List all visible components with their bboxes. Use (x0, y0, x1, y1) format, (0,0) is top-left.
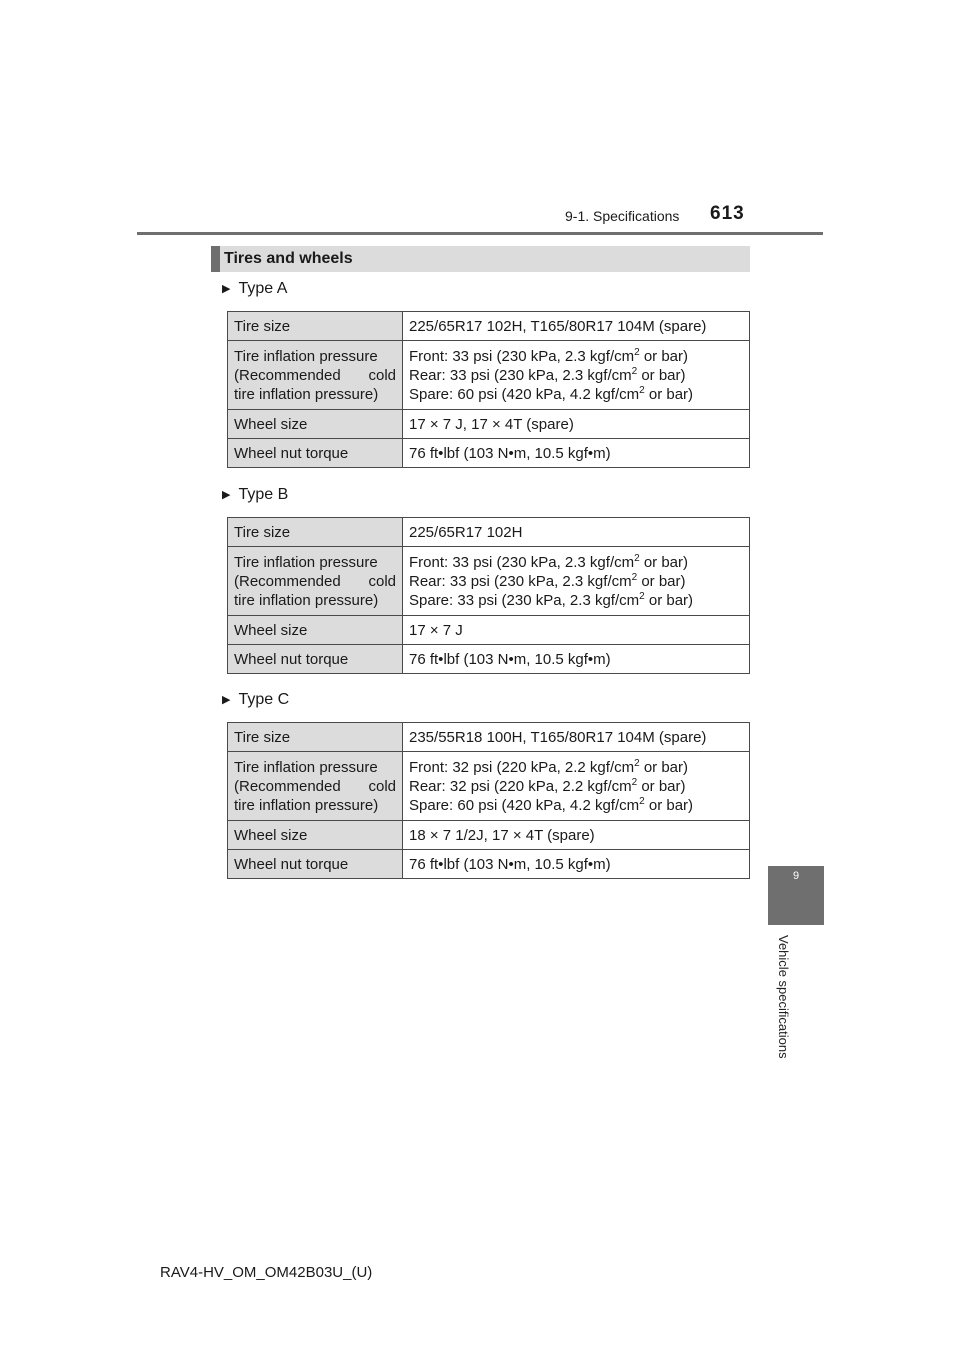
front-pressure-text: Front: 33 psi (230 kPa, 2.3 kgf/cm (409, 553, 635, 571)
pressure-label-line: Tire inflation pressure (234, 347, 378, 365)
type-a-label-text: Type A (238, 280, 288, 297)
type-b-label-text: Type B (238, 486, 289, 503)
header-section-title: 9-1. Specifications (565, 208, 680, 224)
pressure-value (403, 752, 750, 821)
front-pressure-sup: 2 (634, 346, 640, 358)
spare-pressure-suffix: or bar) (644, 591, 694, 609)
spare-pressure (409, 796, 743, 815)
pressure-label-line: (Recommended cold (234, 366, 396, 384)
nut-torque-value: 76 ft•lbf (103 N•m, 10.5 kgf•m) (403, 850, 750, 879)
chapter-tab-number: 9 (792, 870, 800, 882)
tire-size-value: 225/65R17 102H (403, 518, 750, 547)
rear-pressure-sup: 2 (631, 365, 638, 377)
rear-pressure-suffix: or bar) (637, 777, 686, 795)
front-pressure-suffix: or bar) (639, 347, 689, 365)
rear-pressure-text: Rear: 33 psi (230 kPa, 2.3 kgf/cm (409, 572, 632, 590)
rear-pressure (409, 572, 743, 591)
pressure-label-line: tire inflation pressure) (234, 385, 379, 403)
front-pressure (409, 553, 743, 572)
type-a-label (222, 280, 287, 298)
spec-table-type-b (227, 517, 750, 674)
tire-size-label: Tire size (228, 312, 403, 341)
triangle-right-icon: ▶ (222, 489, 231, 501)
tire-size-label: Tire size (228, 518, 403, 547)
tire-size-value: 235/55R18 100H, T165/80R17 104M (spare) (403, 723, 750, 752)
front-pressure-text: Front: 32 psi (220 kPa, 2.2 kgf/cm (409, 758, 635, 776)
wheel-size-value: 17 × 7 J, 17 × 4T (spare) (403, 410, 750, 439)
footer-document-code: RAV4-HV_OM_OM42B03U_(U) (160, 1264, 373, 1281)
front-pressure-suffix: or bar) (639, 758, 689, 776)
nut-torque-label: Wheel nut torque (228, 645, 403, 674)
front-pressure-text: Front: 33 psi (230 kPa, 2.3 kgf/cm (409, 347, 635, 365)
pressure-label (228, 547, 403, 616)
rear-pressure-suffix: or bar) (637, 366, 686, 384)
table-row (228, 645, 750, 674)
spare-pressure-text: Spare: 33 psi (230 kPa, 2.3 kgf/cm (409, 591, 640, 609)
spare-pressure-suffix: or bar) (644, 796, 694, 814)
pressure-value (403, 547, 750, 616)
table-row (228, 547, 750, 616)
front-pressure (409, 758, 743, 777)
header-rule (137, 232, 823, 235)
pressure-value (403, 341, 750, 410)
pressure-label (228, 752, 403, 821)
wheel-size-label: Wheel size (228, 616, 403, 645)
section-title: Tires and wheels (211, 246, 750, 272)
front-pressure-suffix: or bar) (639, 553, 689, 571)
table-row (228, 723, 750, 752)
table-row (228, 312, 750, 341)
table-row (228, 752, 750, 821)
pressure-label-line: tire inflation pressure) (234, 591, 379, 609)
spare-pressure (409, 385, 743, 404)
pressure-label-line: (Recommended cold (234, 777, 396, 795)
triangle-right-icon: ▶ (222, 694, 231, 706)
rear-pressure-sup: 2 (631, 571, 638, 583)
pressure-label-line: (Recommended cold (234, 572, 396, 590)
wheel-size-label: Wheel size (228, 410, 403, 439)
table-row (228, 518, 750, 547)
triangle-right-icon: ▶ (222, 283, 231, 295)
tire-size-label: Tire size (228, 723, 403, 752)
rear-pressure-suffix: or bar) (637, 572, 686, 590)
table-row (228, 410, 750, 439)
front-pressure (409, 347, 743, 366)
rear-pressure-sup: 2 (631, 776, 638, 788)
table-row (228, 850, 750, 879)
nut-torque-label: Wheel nut torque (228, 850, 403, 879)
spec-table-type-c (227, 722, 750, 879)
wheel-size-value: 17 × 7 J (403, 616, 750, 645)
spare-pressure-text: Spare: 60 psi (420 kPa, 4.2 kgf/cm (409, 385, 640, 403)
front-pressure-sup: 2 (634, 757, 640, 769)
nut-torque-label: Wheel nut torque (228, 439, 403, 468)
table-row (228, 821, 750, 850)
spare-pressure-suffix: or bar) (644, 385, 694, 403)
tire-size-value: 225/65R17 102H, T165/80R17 104M (spare) (403, 312, 750, 341)
spec-table-type-a (227, 311, 750, 468)
spare-pressure (409, 591, 743, 610)
table-row (228, 616, 750, 645)
spare-pressure-sup: 2 (639, 795, 645, 807)
nut-torque-value: 76 ft•lbf (103 N•m, 10.5 kgf•m) (403, 439, 750, 468)
wheel-size-label: Wheel size (228, 821, 403, 850)
table-row (228, 439, 750, 468)
spare-pressure-sup: 2 (639, 384, 645, 396)
page-number: 613 (710, 203, 745, 224)
pressure-label-line: Tire inflation pressure (234, 758, 378, 776)
front-pressure-sup: 2 (634, 552, 640, 564)
rear-pressure-text: Rear: 32 psi (220 kPa, 2.2 kgf/cm (409, 777, 632, 795)
wheel-size-value: 18 × 7 1/2J, 17 × 4T (spare) (403, 821, 750, 850)
pressure-label (228, 341, 403, 410)
type-c-label (222, 691, 289, 709)
nut-torque-value: 76 ft•lbf (103 N•m, 10.5 kgf•m) (403, 645, 750, 674)
rear-pressure (409, 777, 743, 796)
type-b-label (222, 486, 288, 504)
rear-pressure-text: Rear: 33 psi (230 kPa, 2.3 kgf/cm (409, 366, 632, 384)
type-c-label-text: Type C (238, 691, 290, 708)
pressure-label-line: tire inflation pressure) (234, 796, 379, 814)
spare-pressure-text: Spare: 60 psi (420 kPa, 4.2 kgf/cm (409, 796, 640, 814)
table-row (228, 341, 750, 410)
rear-pressure (409, 366, 743, 385)
chapter-tab-title: Vehicle specifications (776, 935, 791, 1059)
spare-pressure-sup: 2 (639, 590, 645, 602)
pressure-label-line: Tire inflation pressure (234, 553, 378, 571)
